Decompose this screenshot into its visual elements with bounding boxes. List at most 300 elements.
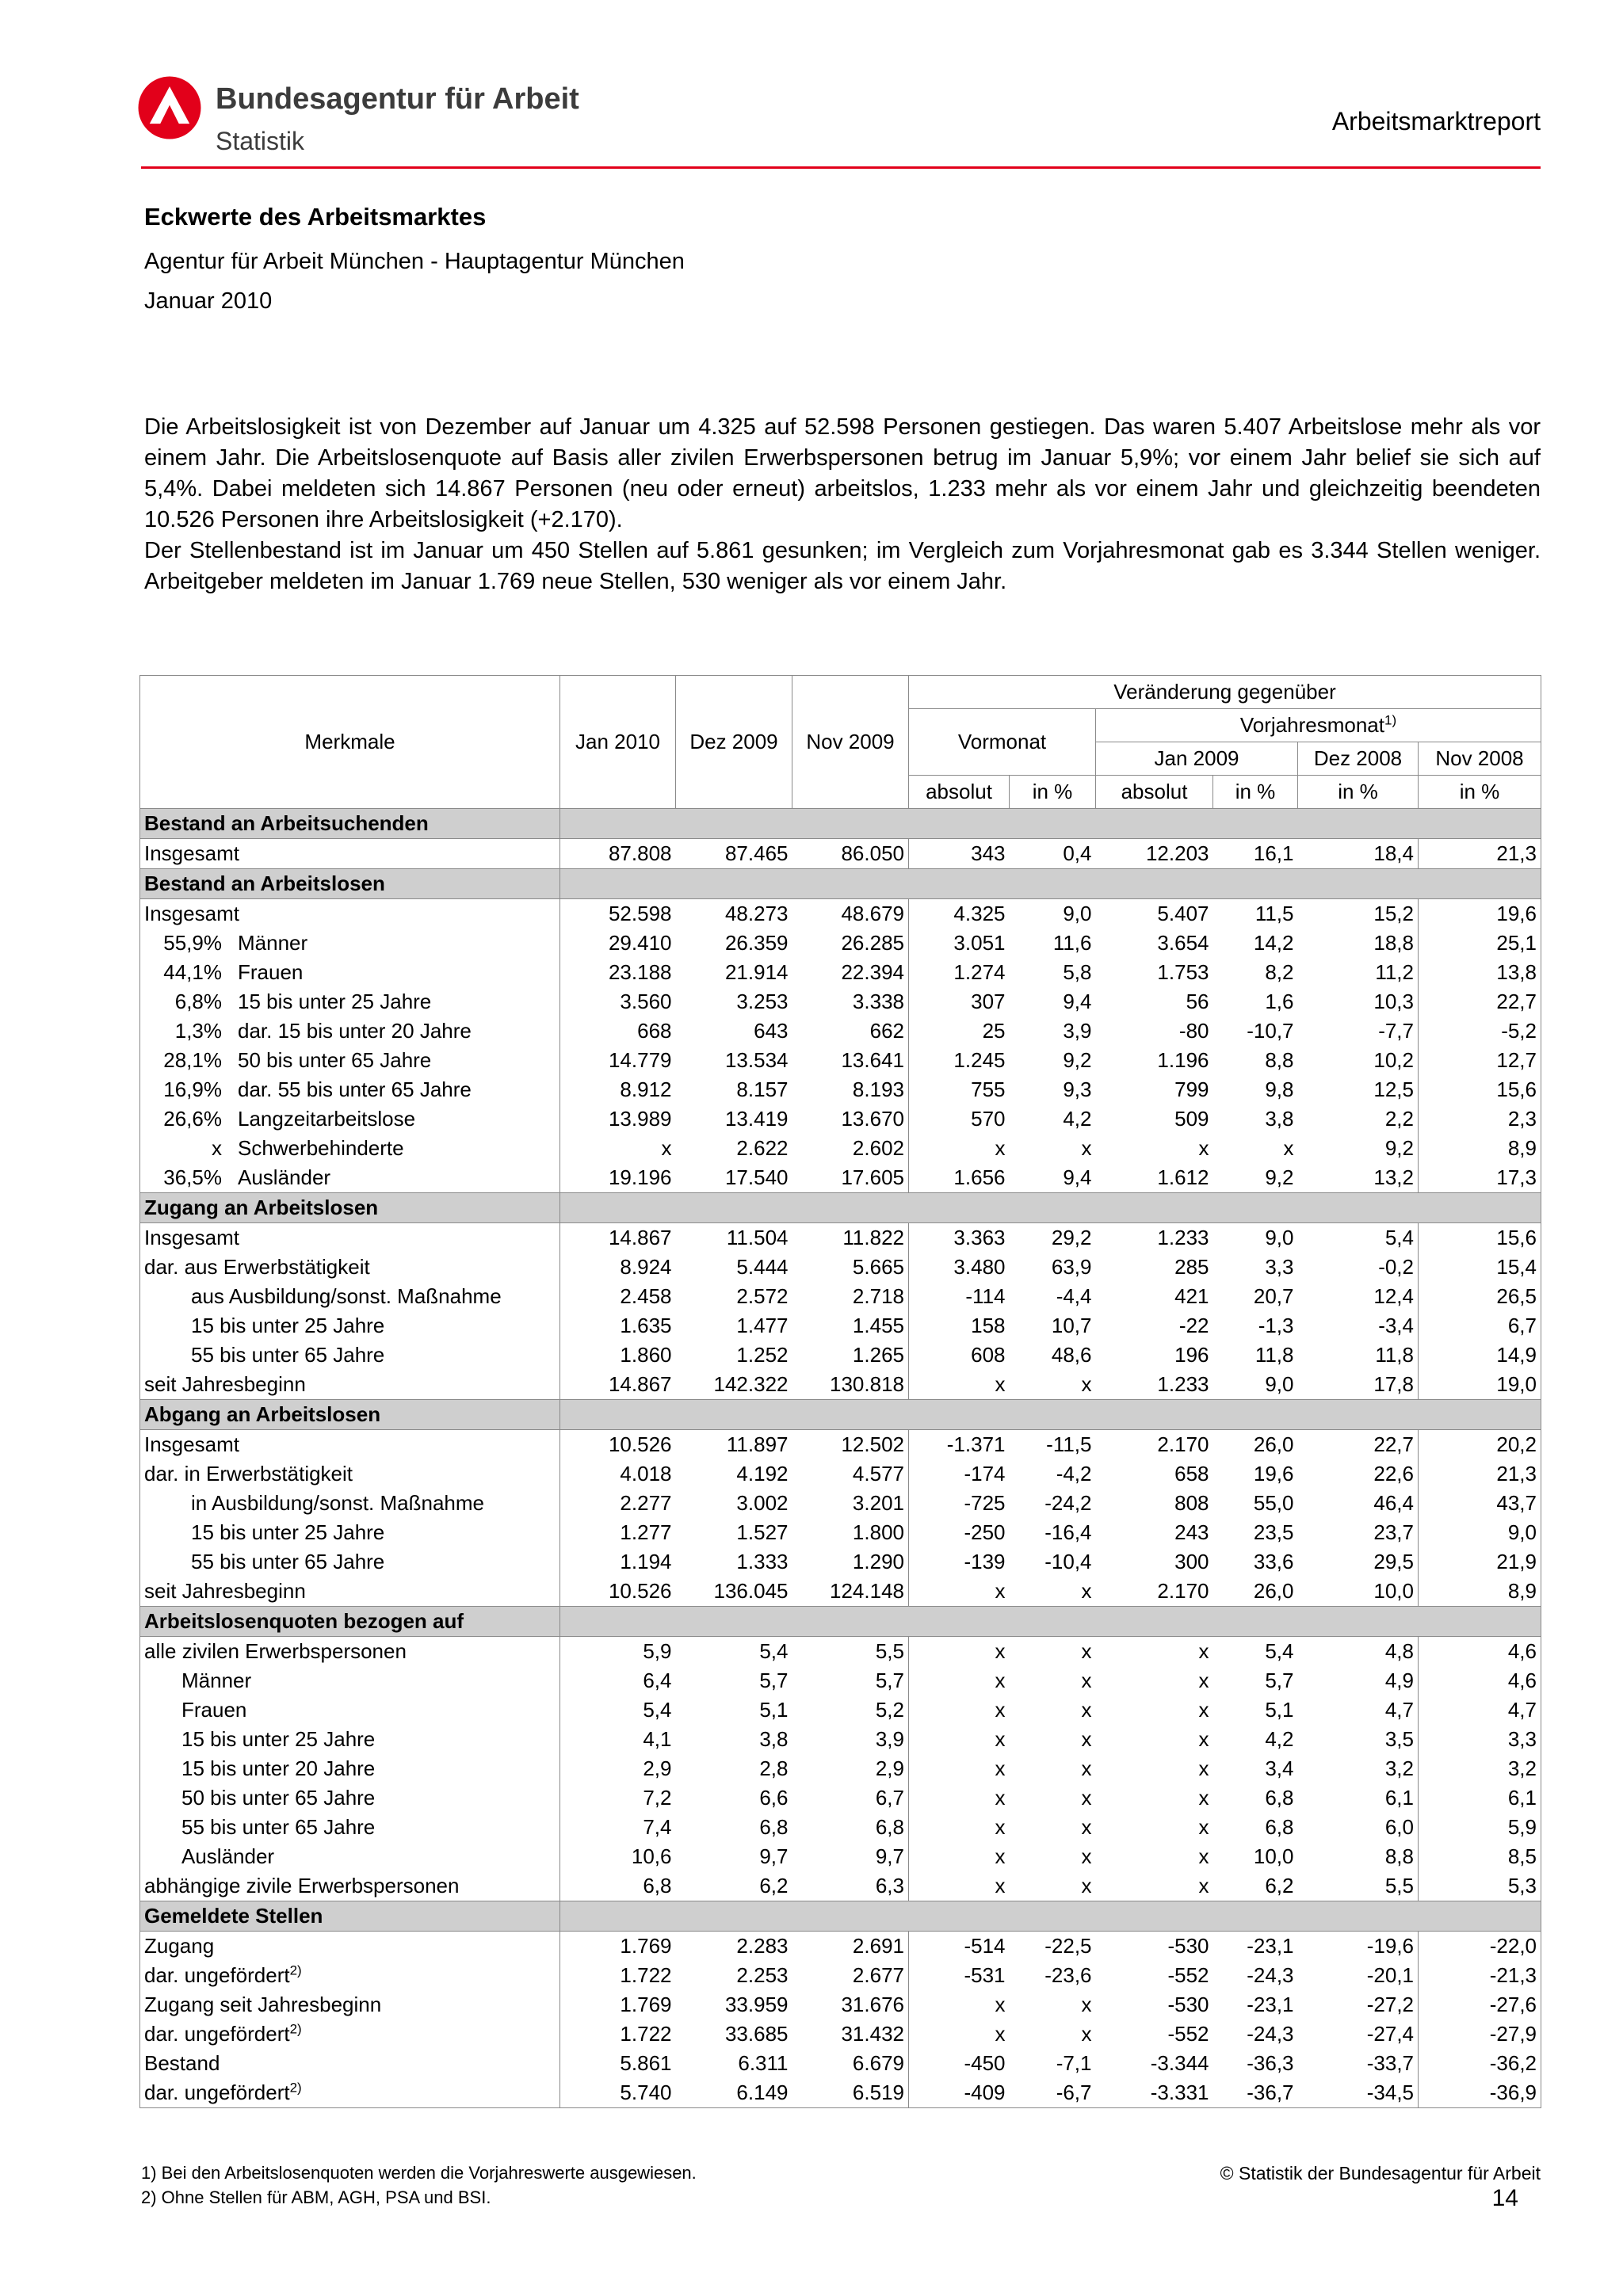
cell-value: -4,4 bbox=[1056, 1284, 1092, 1308]
table-header-row-1 bbox=[140, 676, 1541, 709]
cell-value: 6,7 bbox=[1419, 1311, 1541, 1341]
cell-value: 31.432 bbox=[841, 2022, 904, 2046]
row-label-text: dar. ungefördert bbox=[144, 1963, 290, 1987]
table-row bbox=[140, 1311, 1541, 1341]
cell-value: -552 bbox=[1167, 1963, 1209, 1987]
row-label-text: dar. ungefördert bbox=[144, 2022, 290, 2046]
cell-value: 1.769 bbox=[560, 1990, 676, 2019]
col-header-pct: in % bbox=[1298, 776, 1419, 809]
row-label bbox=[140, 1990, 560, 2019]
cell-value: -531 bbox=[909, 1961, 1010, 1990]
row-label-text: alle zivilen Erwerbspersonen bbox=[144, 1639, 407, 1663]
cell-value: 43,7 bbox=[1419, 1489, 1541, 1518]
cell-value: x bbox=[909, 1754, 1010, 1783]
row-label-text: Männer bbox=[238, 931, 308, 955]
row-label bbox=[140, 2049, 560, 2078]
table-row bbox=[140, 1842, 1541, 1871]
cell-value: 5,1 bbox=[1265, 1698, 1294, 1722]
cell-value: -36,2 bbox=[1419, 2049, 1541, 2078]
table-row bbox=[140, 1223, 1541, 1253]
cell-value: 5,9 bbox=[560, 1637, 676, 1667]
table-row bbox=[140, 1075, 1541, 1104]
cell-value: 15,6 bbox=[1419, 1223, 1541, 1253]
cell-value: x bbox=[1081, 1669, 1092, 1692]
table-row bbox=[140, 1813, 1541, 1842]
cell-value: -450 bbox=[909, 2049, 1010, 2078]
section-header-row bbox=[140, 809, 1541, 839]
cell-value: 14.779 bbox=[560, 1046, 676, 1075]
row-label bbox=[140, 1637, 560, 1667]
cell-value: 26.359 bbox=[724, 931, 789, 955]
cell-value: -139 bbox=[909, 1547, 1010, 1577]
cell-value: 3.051 bbox=[909, 929, 1010, 958]
table-row bbox=[140, 1932, 1541, 1962]
cell-value: 11,8 bbox=[1254, 1343, 1294, 1367]
row-label-text: Ausländer bbox=[238, 1165, 331, 1189]
cell-value: 11.897 bbox=[726, 1432, 789, 1456]
row-share: 1,3% bbox=[174, 1019, 222, 1043]
section-title: Abgang an Arbeitslosen bbox=[140, 1400, 560, 1430]
report-label: Arbeitsmarktreport bbox=[1331, 107, 1541, 135]
cell-value: 48.679 bbox=[841, 902, 904, 925]
cell-value: x bbox=[909, 1666, 1010, 1695]
cell-value: -34,5 bbox=[1298, 2078, 1419, 2108]
cell-value: 29,5 bbox=[1373, 1550, 1414, 1573]
cell-value: 158 bbox=[909, 1311, 1010, 1341]
cell-value: 2.283 bbox=[736, 1934, 789, 1958]
row-label bbox=[140, 958, 560, 987]
cell-value: 11,8 bbox=[1375, 1343, 1414, 1367]
cell-value: x bbox=[1198, 1844, 1209, 1868]
row-label-text: Männer bbox=[181, 1669, 252, 1692]
summary-paragraph-2: Der Stellenbestand ist im Januar um 450 Stellen auf 5.861 gesunken; im Vergleich zum Vorjahresmonat gab es 3.344 Stellen weniger. Arbeitgeber meldeten im Januar 1.769 neue Stellen, 530 weniger als vor einem Jahr. bbox=[144, 538, 1541, 594]
cell-value: -4,2 bbox=[1056, 1462, 1092, 1486]
cell-value: 1.274 bbox=[909, 958, 1010, 987]
cell-value: 21,3 bbox=[1419, 1459, 1541, 1489]
cell-value: 15,2 bbox=[1373, 902, 1414, 925]
row-label-text: 15 bis unter 25 Jahre bbox=[238, 990, 432, 1013]
cell-value: 5.740 bbox=[560, 2078, 676, 2108]
cell-value: 3,9 bbox=[1063, 1019, 1092, 1043]
cell-value: 5,7 bbox=[1265, 1669, 1294, 1692]
row-label-text: 15 bis unter 20 Jahre bbox=[181, 1756, 376, 1780]
cell-value: 14.867 bbox=[560, 1223, 676, 1253]
cell-value: 9,0 bbox=[1063, 902, 1092, 925]
period-label: Januar 2010 bbox=[144, 288, 273, 314]
table-row bbox=[140, 1783, 1541, 1813]
cell-value: 7,4 bbox=[560, 1813, 676, 1842]
row-label bbox=[140, 1223, 560, 1253]
cell-value: 2.170 bbox=[1157, 1432, 1209, 1456]
row-label-text: Zugang bbox=[144, 1934, 215, 1958]
cell-value: 25,1 bbox=[1419, 929, 1541, 958]
cell-value: 6,8 bbox=[875, 1815, 904, 1839]
row-label bbox=[140, 1016, 560, 1046]
ba-logo-icon bbox=[136, 74, 203, 141]
cell-value: 10,0 bbox=[1373, 1579, 1414, 1603]
cell-value: 9,2 bbox=[1265, 1165, 1294, 1189]
cell-value: 142.322 bbox=[713, 1372, 789, 1396]
cell-value: 2.458 bbox=[560, 1282, 676, 1311]
cell-value: 1,6 bbox=[1265, 990, 1294, 1013]
cell-value: 52.598 bbox=[560, 899, 676, 929]
cell-value: 3.253 bbox=[736, 990, 789, 1013]
row-label bbox=[140, 1871, 560, 1901]
row-label-text: 15 bis unter 25 Jahre bbox=[181, 1727, 376, 1751]
cell-value: 1.252 bbox=[736, 1343, 789, 1367]
cell-value: 9,2 bbox=[1384, 1136, 1414, 1160]
cell-value: 1.722 bbox=[560, 2019, 676, 2049]
cell-value: -3,4 bbox=[1378, 1314, 1414, 1337]
cell-value: 1.612 bbox=[1157, 1165, 1209, 1189]
cell-value: 6.679 bbox=[852, 2051, 904, 2075]
section-fill bbox=[560, 809, 1541, 839]
cell-value: 12,4 bbox=[1373, 1284, 1414, 1308]
table-row bbox=[140, 929, 1541, 958]
cell-value: 14,2 bbox=[1253, 931, 1294, 955]
section-title: Bestand an Arbeitsuchenden bbox=[140, 809, 560, 839]
cell-value: 26.285 bbox=[841, 931, 904, 955]
cell-value: 1.635 bbox=[560, 1311, 676, 1341]
cell-value: x bbox=[1081, 1136, 1092, 1160]
cell-value: -514 bbox=[909, 1932, 1010, 1962]
cell-value: 6,0 bbox=[1384, 1815, 1414, 1839]
cell-value: 55,0 bbox=[1253, 1491, 1294, 1515]
cell-value: -20,1 bbox=[1366, 1963, 1414, 1987]
cell-value: 25 bbox=[909, 1016, 1010, 1046]
row-share: 36,5% bbox=[163, 1165, 222, 1189]
col-header-absolut: absolut bbox=[909, 776, 1010, 809]
row-label-text: dar. ungefördert bbox=[144, 2081, 290, 2104]
cell-value: 8,9 bbox=[1419, 1134, 1541, 1163]
cell-value: 12.203 bbox=[1145, 841, 1209, 865]
agency-subtitle: Agentur für Arbeit München - Hauptagentur München bbox=[144, 249, 685, 274]
cell-value: 1.233 bbox=[1157, 1372, 1209, 1396]
cell-value: 2,9 bbox=[875, 1756, 904, 1780]
cell-value: 14,9 bbox=[1419, 1341, 1541, 1370]
cell-value: 15,4 bbox=[1419, 1253, 1541, 1282]
footnote-2: 2) Ohne Stellen für ABM, AGH, PSA und BSI. bbox=[141, 2187, 491, 2207]
row-label bbox=[140, 839, 560, 869]
cell-value: 3.654 bbox=[1157, 931, 1209, 955]
row-label-text: Bestand bbox=[144, 2051, 220, 2075]
cell-value: 1.290 bbox=[852, 1550, 904, 1573]
cell-value: 5,7 bbox=[875, 1669, 904, 1692]
cell-value: 2,3 bbox=[1419, 1104, 1541, 1134]
cell-value: x bbox=[909, 1783, 1010, 1813]
cell-value: -3.331 bbox=[1096, 2078, 1213, 2108]
section-title: Gemeldete Stellen bbox=[140, 1901, 560, 1932]
row-label-text: 50 bis unter 65 Jahre bbox=[181, 1786, 376, 1810]
section-fill bbox=[560, 1400, 1541, 1430]
cell-value: 17.540 bbox=[724, 1165, 789, 1189]
cell-value: 9,8 bbox=[1265, 1077, 1294, 1101]
cell-value: 13.641 bbox=[841, 1048, 904, 1072]
table-row bbox=[140, 1518, 1541, 1547]
cell-value: 13.419 bbox=[724, 1107, 789, 1131]
cell-value: x bbox=[909, 1725, 1010, 1754]
cell-value: 1.455 bbox=[852, 1314, 904, 1337]
cell-value: 6,2 bbox=[1265, 1874, 1294, 1897]
footnote-ref: 2) bbox=[289, 2080, 302, 2096]
cell-value: 29,2 bbox=[1051, 1226, 1092, 1249]
cell-value: -1,3 bbox=[1258, 1314, 1294, 1337]
table-row bbox=[140, 1666, 1541, 1695]
cell-value: -22,0 bbox=[1419, 1932, 1541, 1962]
cell-value: 6,8 bbox=[1265, 1786, 1294, 1810]
table-row bbox=[140, 1282, 1541, 1311]
cell-value: 608 bbox=[909, 1341, 1010, 1370]
cell-value: 4.192 bbox=[736, 1462, 789, 1486]
cell-value: 26,0 bbox=[1253, 1432, 1294, 1456]
cell-value: 307 bbox=[909, 987, 1010, 1016]
table-row bbox=[140, 1104, 1541, 1134]
cell-value: 26,0 bbox=[1253, 1579, 1294, 1603]
cell-value: x bbox=[909, 1370, 1010, 1400]
cell-value: 3.201 bbox=[852, 1491, 904, 1515]
cell-value: 4.325 bbox=[909, 899, 1010, 929]
row-label bbox=[140, 1046, 560, 1075]
cell-value: 9,0 bbox=[1265, 1226, 1294, 1249]
cell-value: 755 bbox=[909, 1075, 1010, 1104]
section-title: Bestand an Arbeitslosen bbox=[140, 869, 560, 899]
row-label bbox=[140, 987, 560, 1016]
row-label bbox=[140, 1430, 560, 1460]
cell-value: 10.526 bbox=[560, 1577, 676, 1607]
cell-value: 8.912 bbox=[560, 1075, 676, 1104]
row-label-text: in Ausbildung/sonst. Maßnahme bbox=[191, 1491, 484, 1515]
footnote-ref: 2) bbox=[289, 2021, 302, 2037]
cell-value: 22,7 bbox=[1373, 1432, 1414, 1456]
cell-value: x bbox=[909, 1871, 1010, 1901]
cell-value: 18,4 bbox=[1373, 841, 1414, 865]
row-label-text: Insgesamt bbox=[144, 1432, 239, 1456]
cell-value: 5.444 bbox=[736, 1255, 789, 1279]
cell-value: 5,4 bbox=[1384, 1226, 1414, 1249]
cell-value: -36,3 bbox=[1247, 2051, 1294, 2075]
cell-value: 8.157 bbox=[736, 1077, 789, 1101]
cell-value: 31.676 bbox=[841, 1993, 904, 2016]
cell-value: 14.867 bbox=[560, 1370, 676, 1400]
cell-value: 18,8 bbox=[1373, 931, 1414, 955]
row-label-text: dar. aus Erwerbstätigkeit bbox=[144, 1255, 370, 1279]
cell-value: 2.253 bbox=[736, 1963, 789, 1987]
cell-value: x bbox=[1198, 1698, 1209, 1722]
cell-value: 9,4 bbox=[1063, 990, 1092, 1013]
cell-value: 9,0 bbox=[1419, 1518, 1541, 1547]
cell-value: x bbox=[1198, 1136, 1209, 1160]
cell-value: 48.273 bbox=[724, 902, 789, 925]
section-fill bbox=[560, 1193, 1541, 1223]
row-label-text: Frauen bbox=[238, 960, 304, 984]
row-label bbox=[140, 1813, 560, 1842]
row-label-text: 50 bis unter 65 Jahre bbox=[238, 1048, 432, 1072]
cell-value: 6.311 bbox=[738, 2051, 789, 2075]
cell-value: 3,8 bbox=[1265, 1107, 1294, 1131]
table-row bbox=[140, 1961, 1541, 1990]
col-header-nov2008: Nov 2008 bbox=[1419, 742, 1541, 776]
cell-value: 570 bbox=[909, 1104, 1010, 1134]
cell-value: 4,2 bbox=[1265, 1727, 1294, 1751]
cell-value: 29.410 bbox=[560, 929, 676, 958]
cell-value: -36,7 bbox=[1213, 2078, 1298, 2108]
cell-value: 11.822 bbox=[842, 1226, 904, 1249]
cell-value: 10,3 bbox=[1373, 990, 1414, 1013]
col-header-vormonat: Vormonat bbox=[909, 709, 1096, 776]
row-label bbox=[140, 1253, 560, 1282]
cell-value: 6,2 bbox=[759, 1874, 789, 1897]
cell-value: 8,9 bbox=[1419, 1577, 1541, 1607]
cell-value: -250 bbox=[909, 1518, 1010, 1547]
row-label-text: 55 bis unter 65 Jahre bbox=[191, 1343, 385, 1367]
cell-value: 9,7 bbox=[875, 1844, 904, 1868]
cell-value: 48,6 bbox=[1051, 1343, 1092, 1367]
cell-value: 1.477 bbox=[736, 1314, 789, 1337]
row-label bbox=[140, 1311, 560, 1341]
cell-value: 26,5 bbox=[1419, 1282, 1541, 1311]
col-header-absolut: absolut bbox=[1096, 776, 1213, 809]
cell-value: x bbox=[1283, 1136, 1294, 1160]
cell-value: -6,7 bbox=[1010, 2078, 1096, 2108]
col-header-veraenderung: Veränderung gegenüber bbox=[909, 676, 1541, 709]
cell-value: x bbox=[1081, 1844, 1092, 1868]
cell-value: 5.861 bbox=[560, 2049, 676, 2078]
row-label bbox=[140, 1725, 560, 1754]
cell-value: 46,4 bbox=[1373, 1491, 1414, 1515]
table-row bbox=[140, 1577, 1541, 1607]
table-row bbox=[140, 1695, 1541, 1725]
cell-value: 10.526 bbox=[560, 1430, 676, 1460]
cell-value: 10,6 bbox=[560, 1842, 676, 1871]
row-label-text: dar. 15 bis unter 20 Jahre bbox=[238, 1019, 472, 1043]
cell-value: -409 bbox=[909, 2078, 1010, 2108]
cell-value: 0,4 bbox=[1063, 841, 1092, 865]
cell-value: -0,2 bbox=[1378, 1255, 1414, 1279]
cell-value: x bbox=[1081, 1993, 1092, 2016]
cell-value: -27,9 bbox=[1419, 2019, 1541, 2049]
cell-value: 33,6 bbox=[1253, 1550, 1294, 1573]
section-header-row bbox=[140, 1400, 1541, 1430]
col-header-jan2009: Jan 2009 bbox=[1096, 742, 1298, 776]
key-figures-table bbox=[139, 675, 1541, 2108]
cell-value: 5,3 bbox=[1419, 1871, 1541, 1901]
cell-value: 22,7 bbox=[1419, 987, 1541, 1016]
section-title: Zugang an Arbeitslosen bbox=[140, 1193, 560, 1223]
cell-value: 19,6 bbox=[1419, 899, 1541, 929]
cell-value: 19,6 bbox=[1253, 1462, 1294, 1486]
row-label bbox=[140, 1075, 560, 1104]
table-row bbox=[140, 1016, 1541, 1046]
row-label-text: aus Ausbildung/sonst. Maßnahme bbox=[191, 1284, 502, 1308]
cell-value: x bbox=[909, 1990, 1010, 2019]
cell-value: 13.989 bbox=[560, 1104, 676, 1134]
cell-value: x bbox=[1198, 1815, 1209, 1839]
cell-value: 2.691 bbox=[852, 1934, 904, 1958]
row-label bbox=[140, 1163, 560, 1193]
cell-value: 5,1 bbox=[759, 1698, 789, 1722]
cell-value: -24,2 bbox=[1044, 1491, 1092, 1515]
cell-value: 4,7 bbox=[1419, 1695, 1541, 1725]
cell-value: -7,1 bbox=[1056, 2051, 1092, 2075]
summary-paragraph-1: Die Arbeitslosigkeit ist von Dezember auf Januar um 4.325 auf 52.598 Personen gestiegen. Das waren 5.407 Arbeitslose mehr als vor einem Jahr. Die Arbeitslosenquote auf Basis aller zivilen Erwerbspersonen betrug im Januar 5,9%; vor einem Jahr belief sie sich auf 5,4%. Dabei meldeten sich 14.867 Personen (neu oder erneut) arbeitslos, 1.233 mehr als vor einem Jahr und gleichzeitig beendeten 10.526 Personen ihre Arbeitslosigkeit (+2.170). bbox=[144, 414, 1541, 532]
cell-value: 1.753 bbox=[1157, 960, 1209, 984]
cell-value: 4,1 bbox=[560, 1725, 676, 1754]
brand-sub: Statistik bbox=[216, 127, 305, 155]
cell-value: 9,3 bbox=[1063, 1077, 1092, 1101]
cell-value: 4,7 bbox=[1384, 1698, 1414, 1722]
cell-value: x bbox=[1081, 1874, 1092, 1897]
section-header-row bbox=[140, 869, 1541, 899]
row-label bbox=[140, 1695, 560, 1725]
cell-value: 8,8 bbox=[1384, 1844, 1414, 1868]
cell-value: 5,4 bbox=[1265, 1639, 1294, 1663]
cell-value: 6,7 bbox=[875, 1786, 904, 1810]
cell-value: 22,6 bbox=[1373, 1462, 1414, 1486]
cell-value: -24,3 bbox=[1247, 2022, 1294, 2046]
cell-value: 5,9 bbox=[1419, 1813, 1541, 1842]
cell-value: -80 bbox=[1178, 1019, 1209, 1043]
cell-value: -23,1 bbox=[1247, 1993, 1294, 2016]
row-share: 6,8% bbox=[174, 990, 222, 1013]
cell-value: x bbox=[1198, 1786, 1209, 1810]
cell-value: 8,2 bbox=[1265, 960, 1294, 984]
cell-value: x bbox=[1198, 1874, 1209, 1897]
section-fill bbox=[560, 869, 1541, 899]
cell-value: 5,5 bbox=[875, 1639, 904, 1663]
cell-value: 4.018 bbox=[560, 1459, 676, 1489]
row-label bbox=[140, 1459, 560, 1489]
table-row bbox=[140, 2078, 1541, 2108]
cell-value: 5,8 bbox=[1063, 960, 1092, 984]
cell-value: 56 bbox=[1186, 990, 1209, 1013]
cell-value: 3,5 bbox=[1384, 1727, 1414, 1751]
cell-value: x bbox=[909, 1695, 1010, 1725]
table-row bbox=[140, 1725, 1541, 1754]
table-row bbox=[140, 1370, 1541, 1400]
cell-value: -16,4 bbox=[1044, 1520, 1092, 1544]
cell-value: 17.605 bbox=[841, 1165, 904, 1189]
row-share: x bbox=[212, 1136, 222, 1160]
row-label-text: seit Jahresbeginn bbox=[144, 1579, 306, 1603]
cell-value: x bbox=[909, 2019, 1010, 2049]
cell-value: 1.196 bbox=[1157, 1048, 1209, 1072]
row-label bbox=[140, 1341, 560, 1370]
cell-value: 33.959 bbox=[724, 1993, 789, 2016]
cell-value: 11.504 bbox=[726, 1226, 789, 1249]
cell-value: -10,4 bbox=[1044, 1550, 1092, 1573]
cell-value: x bbox=[1198, 1639, 1209, 1663]
cell-value: 2.170 bbox=[1157, 1579, 1209, 1603]
cell-value: 12,7 bbox=[1419, 1046, 1541, 1075]
cell-value: 2,2 bbox=[1384, 1107, 1414, 1131]
row-label bbox=[140, 899, 560, 929]
cell-value: 3,4 bbox=[1265, 1756, 1294, 1780]
cell-value: 8,5 bbox=[1419, 1842, 1541, 1871]
cell-value: 23,5 bbox=[1253, 1520, 1294, 1544]
table-row bbox=[140, 2049, 1541, 2078]
cell-value: 1.800 bbox=[852, 1520, 904, 1544]
cell-value: 5,7 bbox=[759, 1669, 789, 1692]
cell-value: 6,8 bbox=[759, 1815, 789, 1839]
cell-value: 13,8 bbox=[1419, 958, 1541, 987]
cell-value: 300 bbox=[1174, 1550, 1209, 1573]
row-label-text: 55 bis unter 65 Jahre bbox=[181, 1815, 376, 1839]
cell-value: -7,7 bbox=[1378, 1019, 1414, 1043]
cell-value: 1.722 bbox=[560, 1961, 676, 1990]
cell-value: 6.519 bbox=[792, 2078, 909, 2108]
row-label bbox=[140, 1134, 560, 1163]
row-label-text: Ausländer bbox=[181, 1844, 275, 1868]
